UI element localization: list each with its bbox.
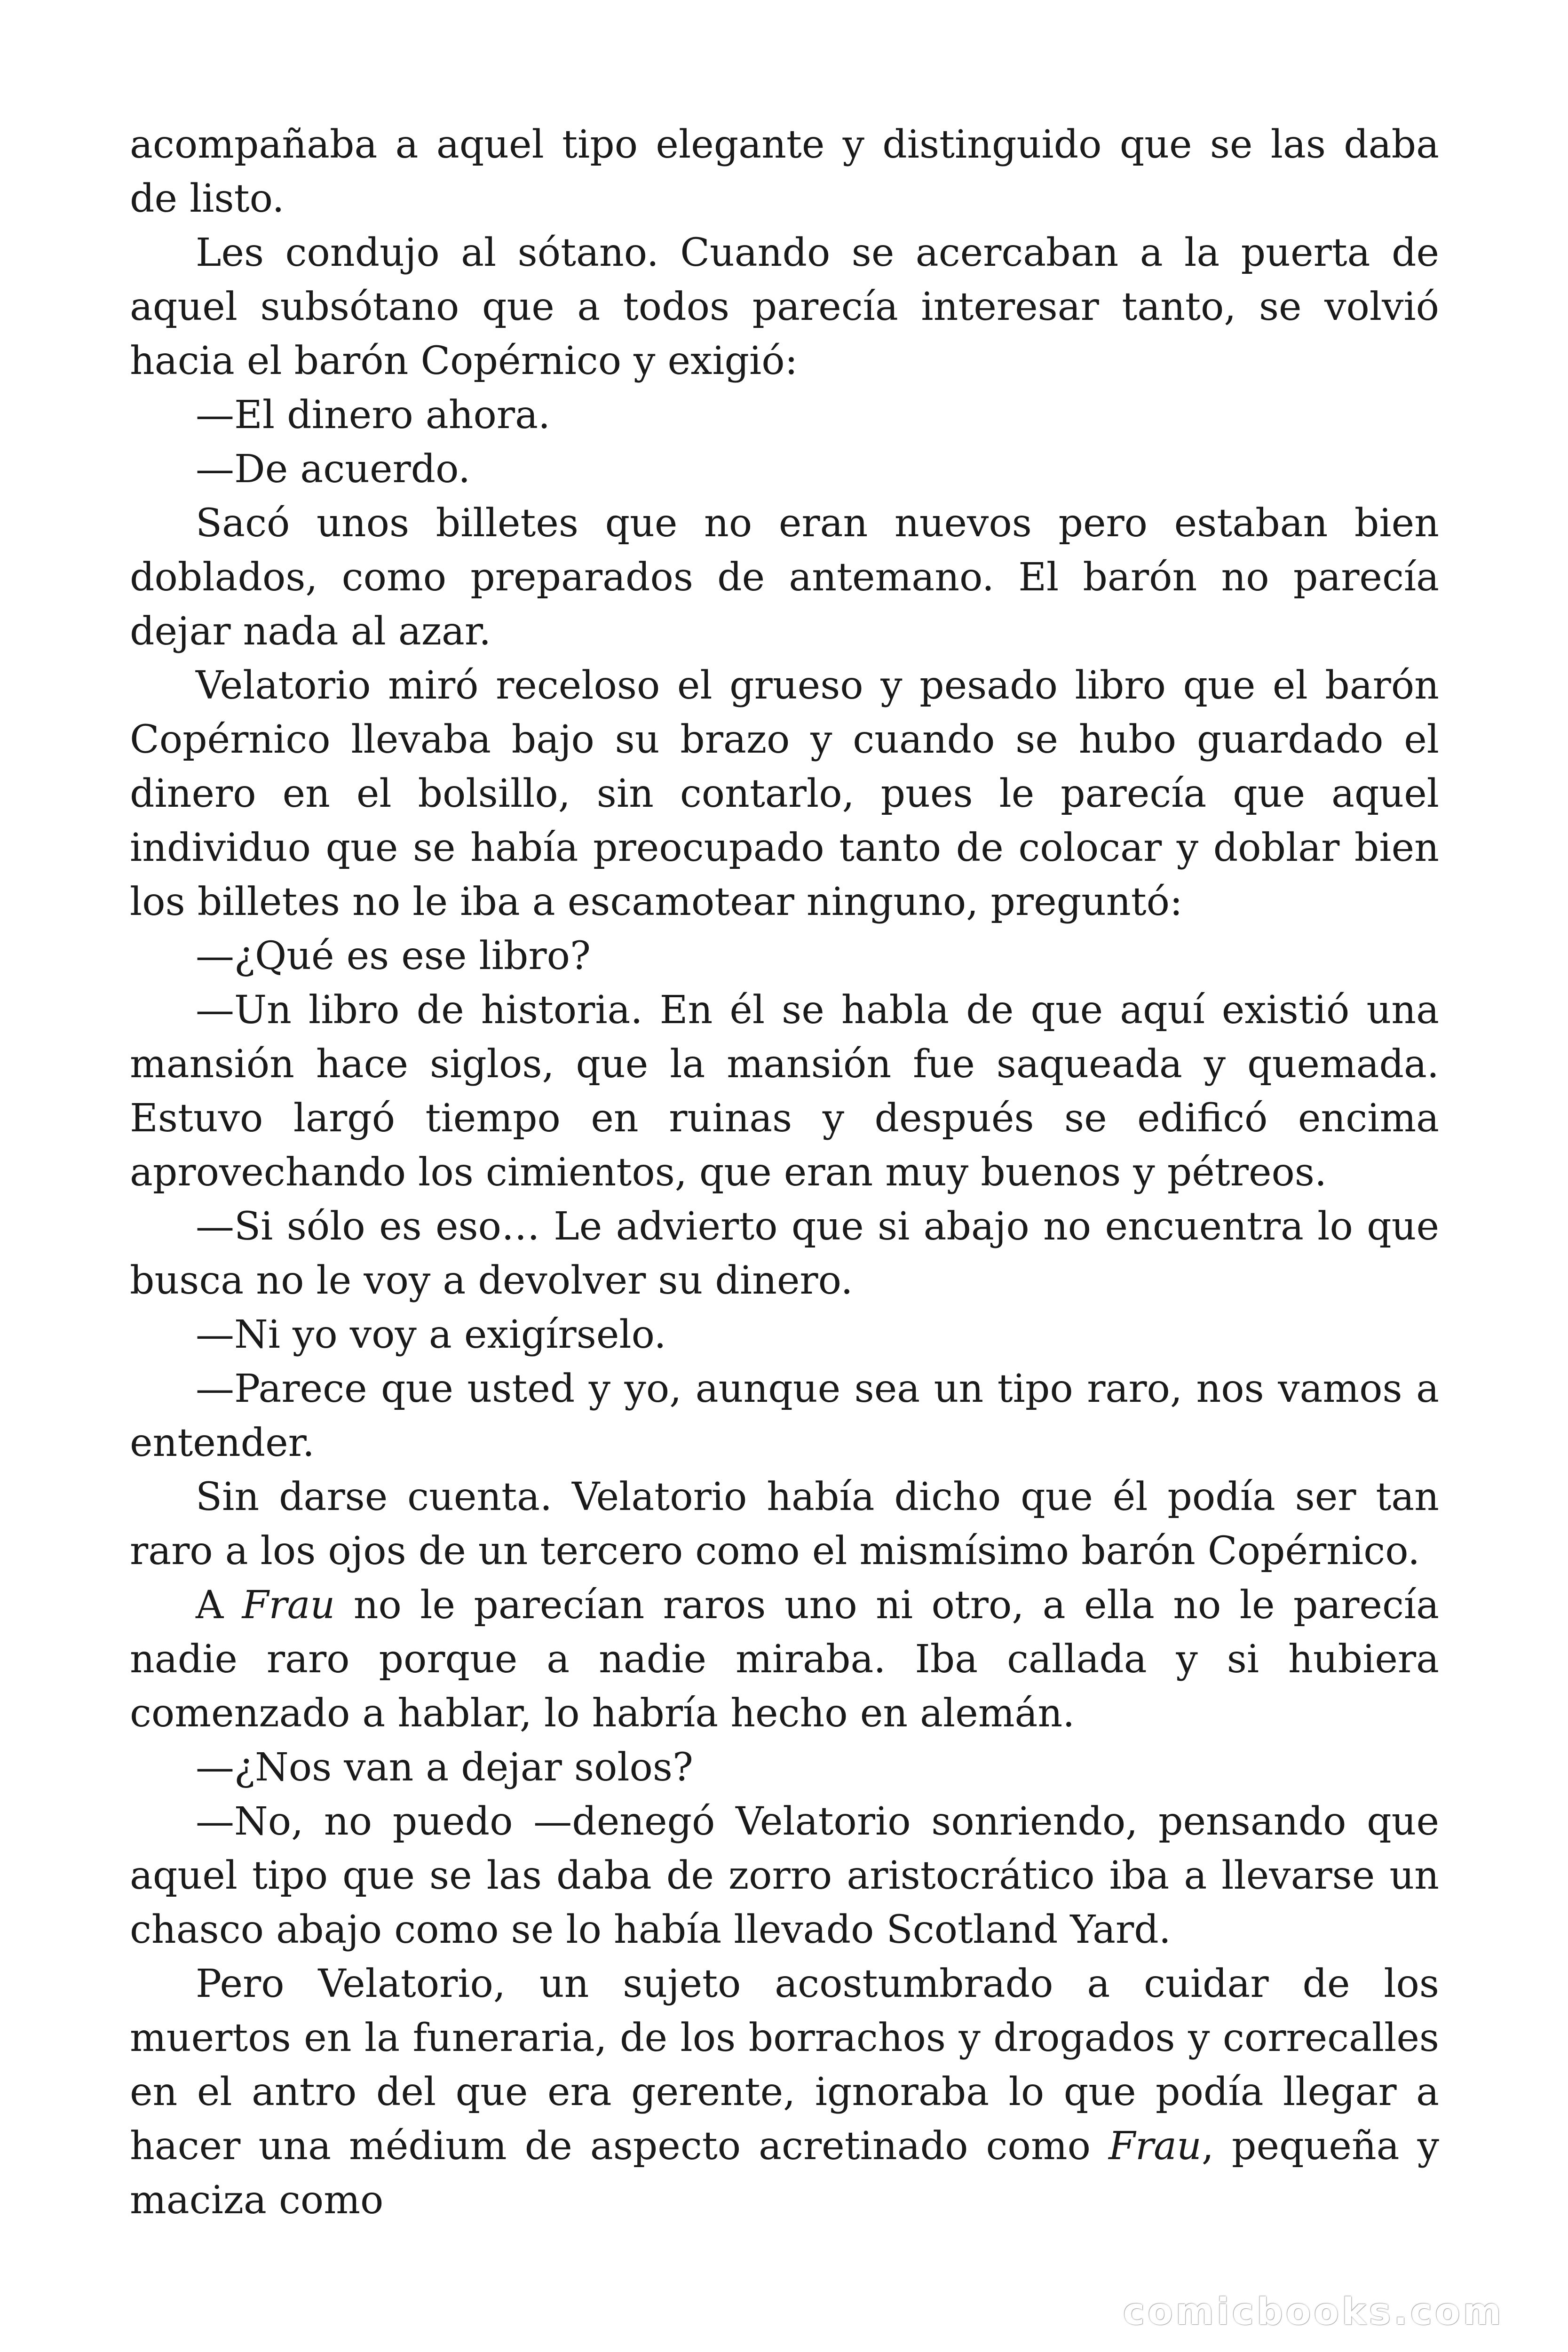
- watermark: comicbooks.com: [1123, 2291, 1504, 2333]
- book-page-text: [130, 118, 1439, 2227]
- paragraph: [130, 442, 1439, 496]
- text-run: no le parecían raros uno ni otro, a ella no le parecía nadie raro porque a nadie miraba. Iba callada y si hubiera comenzado a hablar, lo habría hecho en alemán.: [130, 1583, 1439, 1736]
- paragraph: [130, 1362, 1439, 1470]
- text-run: —No, no puedo —denegó Velatorio sonriendo, pensando que aquel tipo que se las daba de zorro aristocrático iba a llevarse un chasco abajo como se lo había llevado Scotland Yard.: [130, 1799, 1439, 1952]
- text-run: Sin darse cuenta. Velatorio había dicho que él podía ser tan raro a los ojos de un tercero como el mismísimo barón Copérnico.: [130, 1475, 1439, 1573]
- text-run: Velatorio miró receloso el grueso y pesado libro que el barón Copérnico llevaba bajo su brazo y cuando se hubo guardado el dinero en el bolsillo, sin contarlo, pues le parecía que aquel individuo que se había preocupado tanto de colocar y doblar bien los billetes no le iba a escamotear ninguno, preguntó:: [130, 663, 1439, 924]
- italic-text: Frau: [1109, 2124, 1202, 2169]
- italic-text: Frau: [242, 1583, 335, 1628]
- paragraph: [130, 1740, 1439, 1795]
- paragraph: [130, 929, 1439, 983]
- text-run: Sacó unos billetes que no eran nuevos pero estaban bien doblados, como preparados de antemano. El barón no parecía dejar nada al azar.: [130, 501, 1439, 654]
- paragraph: [130, 1308, 1439, 1362]
- paragraph: [130, 496, 1439, 659]
- paragraph: [130, 983, 1439, 1200]
- text-run: Pero Velatorio, un sujeto acostumbrado a cuidar de los muertos en la funeraria, de los borrachos y drogados y correcalles en el antro del que era gerente, ignoraba lo que podía llegar a hacer una médium de aspecto acretinado como: [130, 1962, 1439, 2169]
- text-run: —¿Nos van a dejar solos?: [196, 1745, 693, 1790]
- text-run: —Un libro de historia. En él se habla de que aquí existió una mansión hace siglos, que la mansión fue saqueada y quemada. Estuvo largó tiempo en ruinas y después se edificó encima aprovechando los cimientos, que eran muy buenos y pétreos.: [130, 988, 1439, 1195]
- paragraph: [130, 118, 1439, 226]
- text-run: Les condujo al sótano. Cuando se acercaban a la puerta de aquel subsótano que a todos parecía interesar tanto, se volvió hacia el barón Copérnico y exigió:: [130, 230, 1439, 383]
- paragraph: [130, 1795, 1439, 1957]
- text-run: —¿Qué es ese libro?: [196, 934, 591, 978]
- paragraph: [130, 659, 1439, 929]
- text-run: —El dinero ahora.: [196, 393, 551, 437]
- text-run: , pequeña y maciza como: [130, 2124, 1439, 2223]
- paragraph: [130, 1578, 1439, 1740]
- text-run: —De acuerdo.: [196, 447, 471, 492]
- text-run: acompañaba a aquel tipo elegante y distinguido que se las daba de listo.: [130, 122, 1439, 221]
- paragraph: [130, 1957, 1439, 2227]
- paragraph: [130, 226, 1439, 388]
- paragraph: [130, 1200, 1439, 1308]
- text-run: A: [196, 1583, 242, 1628]
- paragraph: [130, 1470, 1439, 1578]
- paragraph: [130, 388, 1439, 442]
- text-run: —Ni yo voy a exigírselo.: [196, 1312, 666, 1357]
- text-run: —Si sólo es eso… Le advierto que si abajo no encuentra lo que busca no le voy a devolver su dinero.: [130, 1204, 1439, 1303]
- text-run: —Parece que usted y yo, aunque sea un tipo raro, nos vamos a entender.: [130, 1367, 1439, 1465]
